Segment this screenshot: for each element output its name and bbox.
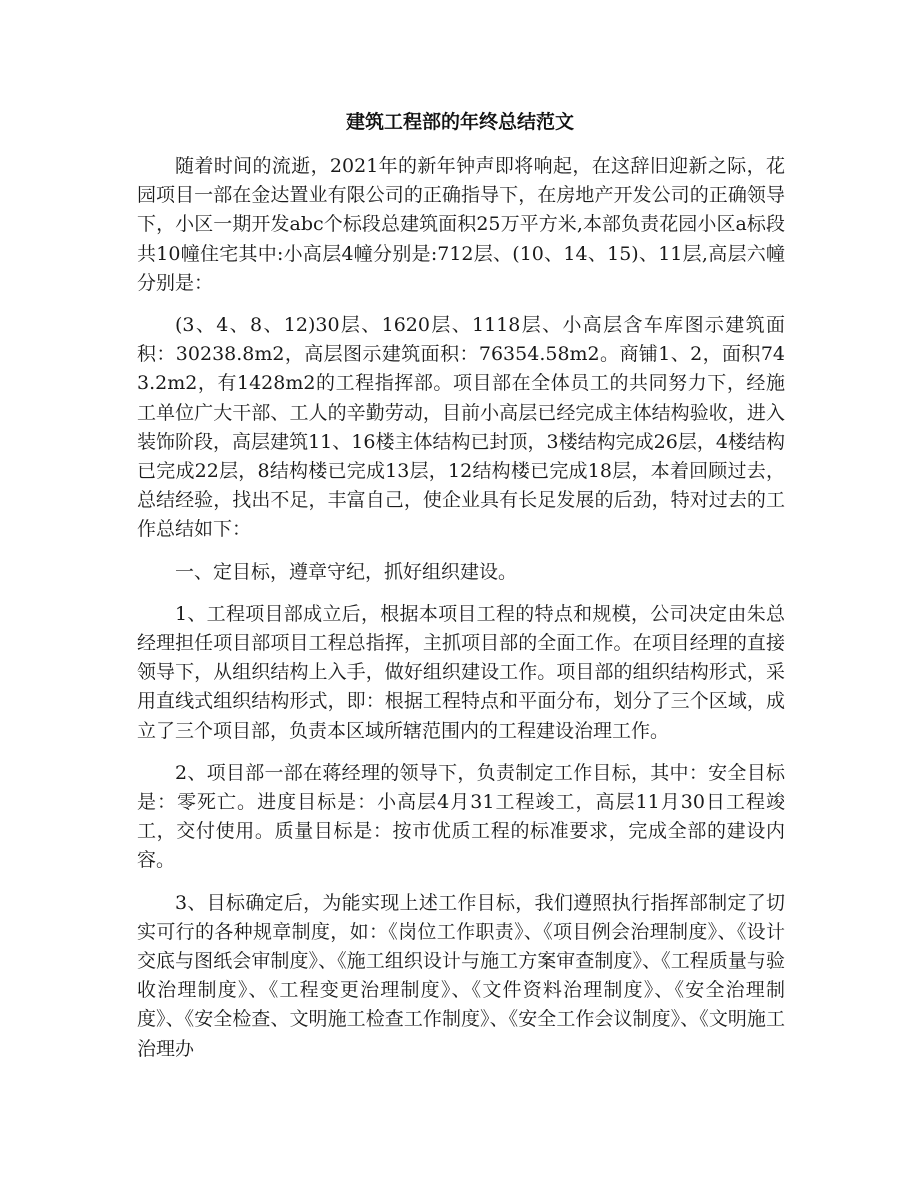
- document-body: [137, 152, 785, 1077]
- paragraph-building-areas: (3、4、8、12)30层、1620层、1118层、小高层含车库图示建筑面积：30238.8m2，高层图示建筑面积：76354.58m2。商铺1、2，面积743.2m2，有1428m2的工程指挥部。项目部在全体员工的共同努力下，经施工单位广大干部、工人的辛勤劳动，目前小高层已经完成主体结构验收，进入装饰阶段，高层建筑11、16楼主体结构已封顶，3楼结构完成26层，4楼结构已完成22层，8结构楼已完成13层，12结构楼已完成18层，本着回顾过去，总结经验，找出不足，丰富自己，使企业具有长足发展的后劲，特对过去的工作总结如下：: [137, 314, 785, 541]
- paragraph-item-3: 3、目标确定后，为能实现上述工作目标，我们遵照执行指挥部制定了切实可行的各种规章制度，如：《岗位工作职责》、《项目例会治理制度》、《设计交底与图纸会审制度》、《施工组织设计与施工方案审查制度》、《工程质量与验收治理制度》、《工程变更治理制度》、《文件资料治理制度》、《安全治理制度》、《安全检查、文明施工检查工作制度》、《安全工作会议制度》、《文明施工治理办: [137, 891, 785, 1060]
- paragraph-item-2: 2、项目部一部在蒋经理的领导下，负责制定工作目标，其中：安全目标是：零死亡。进度目标是：小高层4月31工程竣工，高层11月30日工程竣工，交付使用。质量目标是：按市优质工程的标准要求，完成全部的建设内容。: [137, 761, 785, 872]
- paragraph-intro: 随着时间的流逝，2021年的新年钟声即将响起，在这辞旧迎新之际，花园项目一部在金达置业有限公司的正确指导下，在房地产开发公司的正确领导下，小区一期开发abc个标段总建筑面积25万平方米,本部负责花园小区a标段共10幢住宅其中:小高层4幢分别是:712层、(10、14、15)、11层,高层六幢分别是：: [137, 155, 785, 294]
- section-heading-1: 一、定目标，遵章守纪，抓好组织建设。: [175, 560, 518, 583]
- paragraph-item-1: 1、工程项目部成立后，根据本项目工程的特点和规模，公司决定由朱总经理担任项目部项目工程总指挥，主抓项目部的全面工作。在项目经理的直接领导下，从组织结构上入手，做好组织建设工作。项目部的组织结构形式，采用直线式组织结构形式，即：根据工程特点和平面分布，划分了三个区域，成立了三个项目部，负责本区域所辖范围内的工程建设治理工作。: [137, 602, 785, 742]
- document-title: 建筑工程部的年终总结范文: [345, 111, 574, 133]
